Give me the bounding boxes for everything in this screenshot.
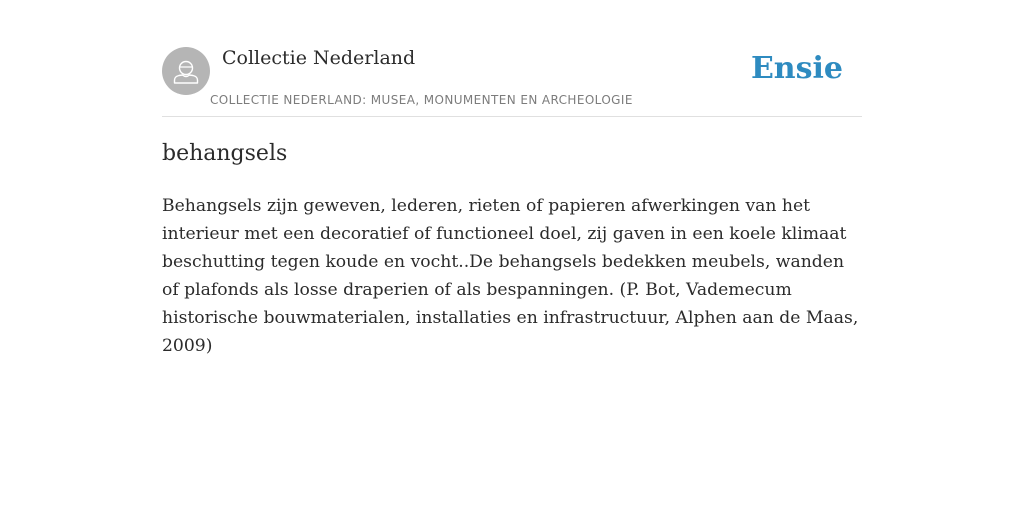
user-icon xyxy=(162,47,210,95)
source-label[interactable]: COLLECTIE NEDERLAND: MUSEA, MONUMENTEN EN ARCHEOLOGIE xyxy=(210,93,633,107)
author-avatar[interactable] xyxy=(162,47,210,95)
entry-header xyxy=(162,0,862,117)
entry-term: behangsels xyxy=(162,141,288,166)
entry-card xyxy=(162,0,862,512)
entry-definition: Behangsels zijn geweven, lederen, rieten of papieren afwerkingen van het interieur met een decoratief of functioneel doel, zij gaven in een koele klimaat beschutting tegen koude en vocht..De behangsels bedekken meubels, wanden of plafonds als losse draperien of als bespanningen. (P. Bot, Vademecum historische bouwmaterialen, installaties en infrastructuur, Alphen aan de Maas, 2009) xyxy=(162,196,859,356)
author-name-link[interactable]: Collectie Nederland xyxy=(222,47,416,69)
ensie-logo[interactable]: Ensie xyxy=(750,51,843,86)
